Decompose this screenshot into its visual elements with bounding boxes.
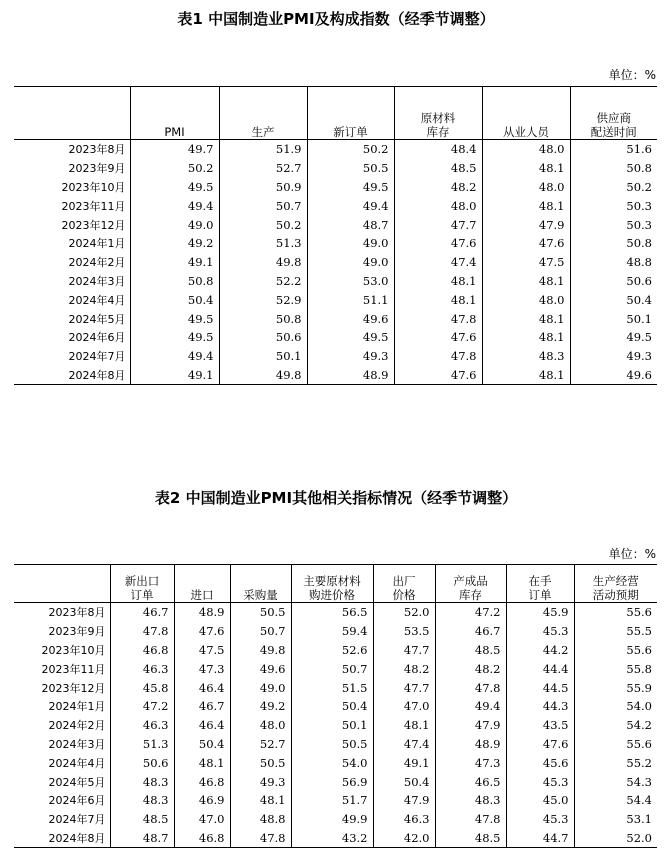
table-cell: 45.9 (506, 603, 574, 622)
table-cell: 50.6 (570, 272, 657, 291)
row-month-label: 2023年12月 (41, 681, 106, 695)
row-month-label: 2023年10月 (41, 643, 106, 657)
table-cell: 49.1 (130, 366, 219, 385)
table-row (14, 641, 657, 660)
table-cell: 51.5 (291, 678, 373, 697)
table-cell: 48.9 (435, 735, 506, 754)
table-row (14, 309, 657, 328)
table-row (14, 347, 657, 366)
table-cell: 49.9 (291, 810, 373, 829)
table-cell: 47.5 (482, 253, 570, 272)
table-cell: 43.2 (291, 829, 373, 848)
table-cell: 51.1 (307, 290, 394, 309)
table-cell: 48.0 (482, 178, 570, 197)
row-month-label: 2024年7月 (48, 813, 106, 827)
table-row (14, 272, 657, 291)
table-row (14, 215, 657, 234)
table-cell: 46.8 (110, 641, 174, 660)
row-month-label: 2024年2月 (68, 256, 126, 270)
table2-title: 表2 中国制造业PMI其他相关指标情况（经季节调整） (154, 489, 518, 507)
row-month-label: 2024年5月 (48, 775, 106, 789)
table-row (14, 678, 657, 697)
table-cell: 47.6 (174, 622, 230, 641)
table-cell: 49.7 (130, 140, 219, 159)
table2-col-header: 进口 (174, 565, 230, 603)
row-month-label: 2023年11月 (41, 662, 106, 676)
table-cell: 48.1 (482, 272, 570, 291)
table-cell: 49.3 (570, 347, 657, 366)
table-cell: 48.1 (482, 309, 570, 328)
table-cell: 47.6 (394, 366, 482, 385)
table2-col-header: 主要原材料 购进价格 (291, 565, 373, 603)
table-cell: 49.3 (230, 772, 291, 791)
table-row (14, 791, 657, 810)
table-cell: 46.3 (110, 659, 174, 678)
table-cell: 44.2 (506, 641, 574, 660)
table1-col-header: 从业人员 (482, 87, 570, 140)
table-cell: 48.1 (174, 753, 230, 772)
table-cell: 47.6 (506, 735, 574, 754)
table-cell: 54.3 (574, 772, 657, 791)
table-cell: 47.5 (174, 641, 230, 660)
row-month-label: 2024年7月 (68, 350, 126, 364)
table-cell: 44.7 (506, 829, 574, 848)
table-cell: 50.4 (291, 697, 373, 716)
table-row (14, 234, 657, 253)
table-cell: 44.5 (506, 678, 574, 697)
table-cell: 45.6 (506, 753, 574, 772)
table-cell: 50.6 (110, 753, 174, 772)
table-cell: 55.9 (574, 678, 657, 697)
table-cell: 47.6 (394, 328, 482, 347)
table-cell: 47.3 (174, 659, 230, 678)
table-cell: 48.8 (230, 810, 291, 829)
table-cell: 49.8 (219, 366, 307, 385)
table-cell: 49.4 (435, 697, 506, 716)
table-row (14, 810, 657, 829)
table-cell: 50.2 (307, 140, 394, 159)
table-cell: 46.8 (174, 829, 230, 848)
table-cell: 50.8 (130, 272, 219, 291)
table-cell: 47.4 (394, 253, 482, 272)
table-cell: 49.0 (130, 215, 219, 234)
table-cell: 55.5 (574, 622, 657, 641)
table-cell: 53.1 (574, 810, 657, 829)
table-cell: 47.2 (110, 697, 174, 716)
table-cell: 46.5 (435, 772, 506, 791)
table-cell: 46.9 (174, 791, 230, 810)
table2-col-header: 在手 订单 (506, 565, 574, 603)
table-cell: 48.8 (570, 253, 657, 272)
table-cell: 47.8 (394, 309, 482, 328)
table-cell: 49.5 (130, 178, 219, 197)
table-cell: 47.9 (482, 215, 570, 234)
table-cell: 48.2 (373, 659, 435, 678)
table-cell: 48.1 (482, 366, 570, 385)
table-cell: 48.4 (394, 140, 482, 159)
table-cell: 52.2 (219, 272, 307, 291)
table1 (14, 86, 657, 385)
row-month-label: 2023年10月 (61, 180, 126, 194)
table-cell: 49.3 (307, 347, 394, 366)
table-cell: 44.4 (506, 659, 574, 678)
row-month-label: 2023年8月 (68, 143, 126, 157)
table-cell: 47.9 (373, 791, 435, 810)
table-cell: 45.3 (506, 810, 574, 829)
table-row (14, 328, 657, 347)
table-cell: 54.4 (574, 791, 657, 810)
table-cell: 52.7 (219, 159, 307, 178)
table-cell: 55.6 (574, 603, 657, 622)
table-row (14, 735, 657, 754)
table-cell: 47.6 (482, 234, 570, 253)
table-cell: 50.2 (130, 159, 219, 178)
table-cell: 49.6 (570, 366, 657, 385)
table1-unit: 单位：% (608, 68, 656, 82)
row-month-label: 2023年11月 (61, 199, 126, 213)
table-cell: 42.0 (373, 829, 435, 848)
row-month-label: 2023年9月 (48, 625, 106, 639)
table-cell: 47.8 (435, 810, 506, 829)
table-cell: 50.4 (174, 735, 230, 754)
table-row (14, 178, 657, 197)
table-cell: 49.0 (230, 678, 291, 697)
table1-col-header: 生产 (219, 87, 307, 140)
row-month-label: 2024年8月 (68, 368, 126, 382)
table-cell: 49.2 (130, 234, 219, 253)
table-cell: 49.5 (570, 328, 657, 347)
table-cell: 49.4 (130, 196, 219, 215)
table-cell: 48.3 (110, 772, 174, 791)
table-row (14, 697, 657, 716)
table-cell: 48.1 (230, 791, 291, 810)
table-cell: 55.8 (574, 659, 657, 678)
table-cell: 53.0 (307, 272, 394, 291)
table-cell: 50.3 (570, 196, 657, 215)
table-row (14, 716, 657, 735)
table2-header-row (14, 565, 657, 603)
table-cell: 45.8 (110, 678, 174, 697)
table-cell: 48.7 (307, 215, 394, 234)
table-cell: 54.2 (574, 716, 657, 735)
row-month-label: 2024年8月 (48, 831, 106, 845)
row-month-label: 2024年2月 (48, 719, 106, 733)
row-month-label: 2024年6月 (48, 794, 106, 808)
table-cell: 50.8 (570, 234, 657, 253)
table-cell: 46.4 (174, 678, 230, 697)
table1-corner (14, 87, 130, 140)
table1-col-header: 新订单 (307, 87, 394, 140)
table-row (14, 140, 657, 159)
table-cell: 50.4 (570, 290, 657, 309)
table-row (14, 659, 657, 678)
table-cell: 49.2 (230, 697, 291, 716)
table-cell: 48.3 (435, 791, 506, 810)
table-cell: 52.6 (291, 641, 373, 660)
table-cell: 50.2 (219, 215, 307, 234)
table-cell: 48.1 (394, 290, 482, 309)
table-cell: 48.5 (394, 159, 482, 178)
table-cell: 55.2 (574, 753, 657, 772)
table-cell: 59.4 (291, 622, 373, 641)
table-cell: 47.6 (394, 234, 482, 253)
table-cell: 54.0 (574, 697, 657, 716)
table1-title: 表1 中国制造业PMI及构成指数（经季节调整） (177, 10, 495, 28)
table2-corner (14, 565, 110, 603)
table-cell: 48.5 (435, 641, 506, 660)
table-cell: 54.0 (291, 753, 373, 772)
table2-col-header: 出厂 价格 (373, 565, 435, 603)
row-month-label: 2023年8月 (48, 606, 106, 620)
table-cell: 50.3 (570, 215, 657, 234)
table-cell: 49.5 (130, 309, 219, 328)
table-cell: 47.7 (394, 215, 482, 234)
table-cell: 46.8 (174, 772, 230, 791)
table-cell: 50.7 (230, 622, 291, 641)
table-row (14, 772, 657, 791)
table-row (14, 829, 657, 848)
table-cell: 48.0 (482, 140, 570, 159)
row-month-label: 2024年3月 (48, 737, 106, 751)
table-cell: 47.8 (394, 347, 482, 366)
row-month-label: 2024年3月 (68, 274, 126, 288)
table-cell: 48.1 (482, 196, 570, 215)
table2-col-header: 生产经营 活动预期 (574, 565, 657, 603)
table-row (14, 253, 657, 272)
table-cell: 47.0 (174, 810, 230, 829)
table-cell: 56.9 (291, 772, 373, 791)
table-cell: 50.1 (570, 309, 657, 328)
table-cell: 49.0 (307, 234, 394, 253)
table-cell: 48.1 (394, 272, 482, 291)
table-cell: 48.1 (373, 716, 435, 735)
row-month-label: 2023年12月 (61, 218, 126, 232)
table-row (14, 159, 657, 178)
table-cell: 49.8 (230, 641, 291, 660)
table-cell: 48.1 (482, 159, 570, 178)
table2-col-header: 采购量 (230, 565, 291, 603)
table1-col-header: 原材料 库存 (394, 87, 482, 140)
table-cell: 49.5 (130, 328, 219, 347)
table-cell: 48.0 (482, 290, 570, 309)
table-cell: 48.2 (435, 659, 506, 678)
table-cell: 50.5 (291, 735, 373, 754)
table-cell: 48.1 (482, 328, 570, 347)
table-row (14, 622, 657, 641)
table-cell: 51.9 (219, 140, 307, 159)
row-month-label: 2024年4月 (68, 293, 126, 307)
table-cell: 48.3 (482, 347, 570, 366)
table-cell: 50.9 (219, 178, 307, 197)
table-cell: 50.4 (373, 772, 435, 791)
table2-col-header: 新出口 订单 (110, 565, 174, 603)
table-cell: 56.5 (291, 603, 373, 622)
table2 (14, 564, 657, 848)
table-cell: 50.5 (307, 159, 394, 178)
table-row (14, 290, 657, 309)
table-cell: 48.7 (110, 829, 174, 848)
table-cell: 50.5 (230, 753, 291, 772)
table-cell: 52.0 (574, 829, 657, 848)
table-cell: 50.1 (219, 347, 307, 366)
table-cell: 49.0 (307, 253, 394, 272)
row-month-label: 2024年1月 (68, 237, 126, 251)
table-cell: 50.7 (291, 659, 373, 678)
table-cell: 49.6 (230, 659, 291, 678)
table-cell: 50.2 (570, 178, 657, 197)
table-cell: 48.0 (394, 196, 482, 215)
table-cell: 45.3 (506, 622, 574, 641)
table-cell: 47.4 (373, 735, 435, 754)
table-cell: 46.7 (110, 603, 174, 622)
row-month-label: 2024年4月 (48, 756, 106, 770)
row-month-label: 2024年5月 (68, 312, 126, 326)
table-cell: 48.5 (435, 829, 506, 848)
table-cell: 50.6 (219, 328, 307, 347)
table-row (14, 603, 657, 622)
table-cell: 52.0 (373, 603, 435, 622)
table-cell: 50.1 (291, 716, 373, 735)
table-cell: 51.6 (570, 140, 657, 159)
row-month-label: 2023年9月 (68, 162, 126, 176)
table-cell: 44.3 (506, 697, 574, 716)
table-cell: 49.1 (130, 253, 219, 272)
table-cell: 50.4 (130, 290, 219, 309)
table-cell: 49.4 (307, 196, 394, 215)
table-cell: 53.5 (373, 622, 435, 641)
table-cell: 47.7 (373, 678, 435, 697)
table2-unit: 单位：% (608, 547, 656, 561)
table1-col-header: 供应商 配送时间 (570, 87, 657, 140)
table-cell: 49.6 (307, 309, 394, 328)
table-row (14, 753, 657, 772)
row-month-label: 2024年6月 (68, 331, 126, 345)
table-cell: 46.3 (110, 716, 174, 735)
table-cell: 47.8 (230, 829, 291, 848)
table-cell: 46.3 (373, 810, 435, 829)
table-cell: 48.9 (174, 603, 230, 622)
table-cell: 52.9 (219, 290, 307, 309)
table-cell: 47.8 (435, 678, 506, 697)
table-cell: 49.8 (219, 253, 307, 272)
table-cell: 47.2 (435, 603, 506, 622)
table-cell: 47.7 (373, 641, 435, 660)
table-cell: 48.9 (307, 366, 394, 385)
table-cell: 52.7 (230, 735, 291, 754)
table-cell: 45.3 (506, 772, 574, 791)
table-cell: 50.7 (219, 196, 307, 215)
table-cell: 47.0 (373, 697, 435, 716)
table-cell: 51.3 (219, 234, 307, 253)
table-cell: 45.0 (506, 791, 574, 810)
table-cell: 46.4 (174, 716, 230, 735)
table-cell: 55.6 (574, 641, 657, 660)
table2-col-header: 产成品 库存 (435, 565, 506, 603)
table-cell: 46.7 (174, 697, 230, 716)
table-cell: 49.5 (307, 178, 394, 197)
table-cell: 55.6 (574, 735, 657, 754)
table-cell: 48.2 (394, 178, 482, 197)
table-cell: 47.8 (110, 622, 174, 641)
table-row (14, 366, 657, 385)
table-cell: 50.8 (570, 159, 657, 178)
table-cell: 48.5 (110, 810, 174, 829)
table-cell: 49.5 (307, 328, 394, 347)
table-cell: 49.1 (373, 753, 435, 772)
table-cell: 47.9 (435, 716, 506, 735)
table-cell: 51.7 (291, 791, 373, 810)
row-month-label: 2024年1月 (48, 700, 106, 714)
table-cell: 51.3 (110, 735, 174, 754)
table-cell: 43.5 (506, 716, 574, 735)
table1-header-row (14, 87, 657, 140)
table-cell: 50.5 (230, 603, 291, 622)
table-cell: 50.8 (219, 309, 307, 328)
table-row (14, 196, 657, 215)
table-cell: 47.3 (435, 753, 506, 772)
table1-col-header: PMI (130, 87, 219, 140)
table-cell: 48.0 (230, 716, 291, 735)
table-cell: 48.3 (110, 791, 174, 810)
table-cell: 49.4 (130, 347, 219, 366)
table-cell: 46.7 (435, 622, 506, 641)
